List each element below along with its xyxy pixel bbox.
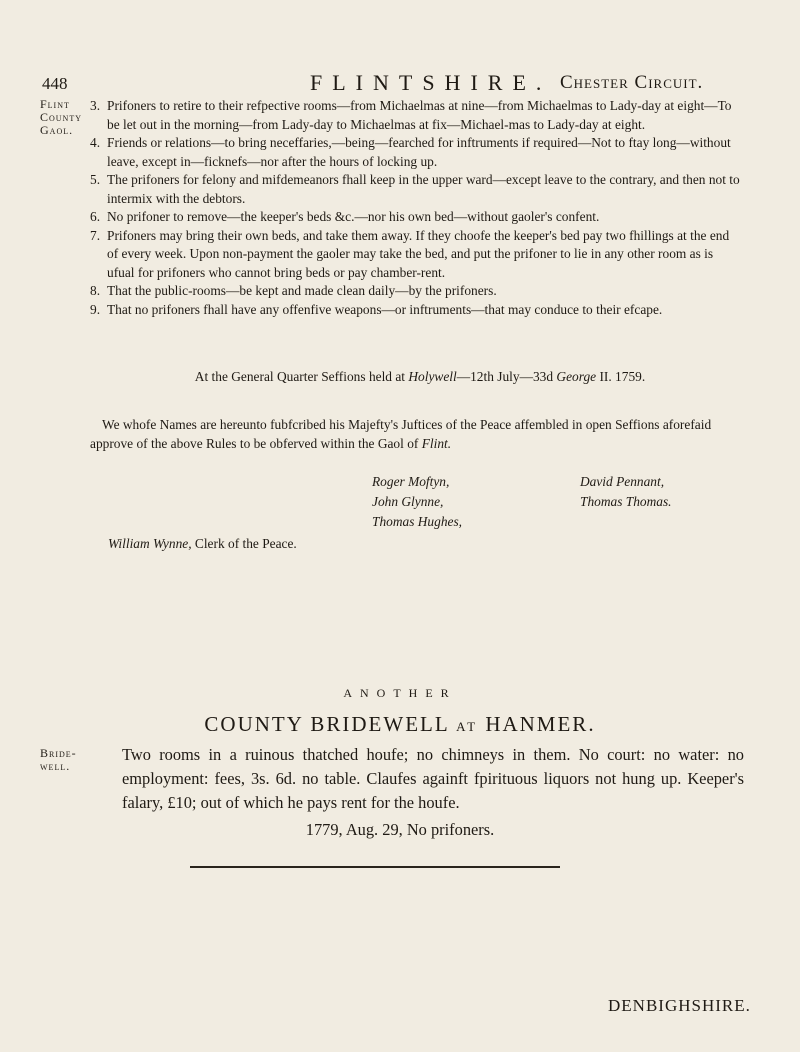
rule-text: No prifoner to remove—the keeper's beds &c.—nor his own bed—without gaoler's confent. — [107, 209, 600, 224]
signature-roger-mostyn: Roger Moftyn, — [372, 474, 450, 489]
another-heading: ANOTHER — [343, 686, 457, 700]
page-number: 448 — [42, 74, 68, 93]
rule-text: Friends or relations—to bring neceffaries,—being—fearched for inftruments if required—Not to ftay long—without leave, except in—ficknefs—nor after the hours of locking up. — [107, 135, 731, 169]
sessions-date: —12th July—33d — [456, 369, 557, 384]
sessions-place: Holywell — [408, 369, 457, 384]
sessions-prefix: At the General Quarter Seffions held at — [194, 369, 409, 384]
rule-number: 5. — [90, 172, 101, 187]
rule-number: 9. — [90, 301, 101, 317]
rule-number: 6. — [90, 209, 101, 224]
rule-text: The prifoners for felony and mifdemeanors fhall keep in the upper ward—except leave to the contrary, and then not to intermix with the debtors. — [107, 172, 740, 206]
approval-paragraph — [90, 415, 740, 453]
margin-note-bridewell — [40, 747, 90, 773]
clerk-role: Clerk of the Peace. — [191, 536, 297, 551]
sessions-king: George — [556, 369, 597, 384]
rule-text: That the public-rooms—be kept and made clean daily—by the prifoners. — [107, 283, 497, 298]
section-divider — [190, 866, 560, 868]
rule-text: Prifoners to retire to their refpective rooms—from Michaelmas at nine—from Michaelmas to Lady-day at eight—To be let out in the morning—from Lady-day to Michaelmas at fix—Michael-mas to Lady-day at eight. — [107, 98, 732, 132]
sessions-suffix: II. 1759. — [596, 369, 646, 384]
gaol-rules-list — [90, 97, 740, 319]
rule-number: 7. — [90, 227, 101, 243]
rule-item — [90, 208, 740, 227]
signature-david-pennant: David Pennant, — [580, 474, 665, 489]
rule-number: 4. — [90, 135, 101, 150]
catchword: DENBIGHSHIRE. — [608, 996, 751, 1015]
bridewell-title-part2: HANMER. — [485, 712, 596, 736]
bridewell-title — [0, 712, 800, 737]
margin-note-line: well. — [40, 759, 71, 773]
margin-note-line: Flint — [40, 97, 70, 111]
page-title: FLINTSHIRE. — [310, 70, 552, 95]
circuit-heading: Chester Circuit. — [560, 72, 704, 93]
rule-item — [90, 282, 740, 301]
signature-john-glynne: John Glynne, — [372, 494, 444, 509]
running-header — [0, 60, 800, 100]
rule-number: 3. — [90, 98, 101, 113]
margin-note-line: County — [40, 110, 82, 124]
rule-item — [90, 134, 740, 171]
approval-text: We whofe Names are hereunto fubfcribed his Majefty's Juftices of the Peace affembled in open Seffions aforefaid approve of the above Rules to be obferved within the Gaol of — [90, 417, 712, 451]
sessions-line — [100, 369, 740, 385]
approval-place: Flint. — [421, 436, 452, 451]
signature-thomas-hughes: Thomas Hughes, — [372, 514, 463, 529]
margin-note-line: Bride- — [40, 746, 77, 760]
signature-thomas-thomas: Thomas Thomas. — [580, 494, 672, 509]
clerk-name: William Wynne, — [108, 536, 192, 551]
rule-item — [90, 171, 740, 208]
bridewell-title-at: AT — [456, 719, 479, 734]
rule-item — [90, 97, 740, 134]
rule-text: That no prifoners fhall have any offenfive weapons—or inftruments—that may conduce to their efcape. — [107, 301, 663, 317]
rule-item — [90, 227, 740, 283]
margin-note-line: Gaol. — [40, 123, 74, 137]
rule-number: 8. — [90, 283, 101, 298]
rule-item — [90, 301, 740, 320]
rule-text: Prifoners may bring their own beds, and take them away. If they choofe the keeper's bed pay two fhillings at the end of every week. Upon non-payment the gaoler may take the bed, and put the prifoner to lie in any other room as is ufual for prifoners who cannot bring beds or pay chamber-rent. — [107, 227, 730, 280]
bridewell-title-part1: COUNTY BRIDEWELL — [204, 712, 449, 736]
bridewell-description: Two rooms in a ruinous thatched houfe; no chimneys in them. No court: no water: no employment: fees, 3s. 6d. no table. Claufes againft fpirituous liquors not hung up. Keeper's falary, £10; out of which he pays rent for the houfe. — [122, 745, 744, 812]
bridewell-date-line: 1779, Aug. 29, No prifoners. — [305, 820, 495, 839]
clerk-of-peace-line — [108, 536, 297, 552]
margin-note-flint-county-gaol — [40, 98, 90, 137]
